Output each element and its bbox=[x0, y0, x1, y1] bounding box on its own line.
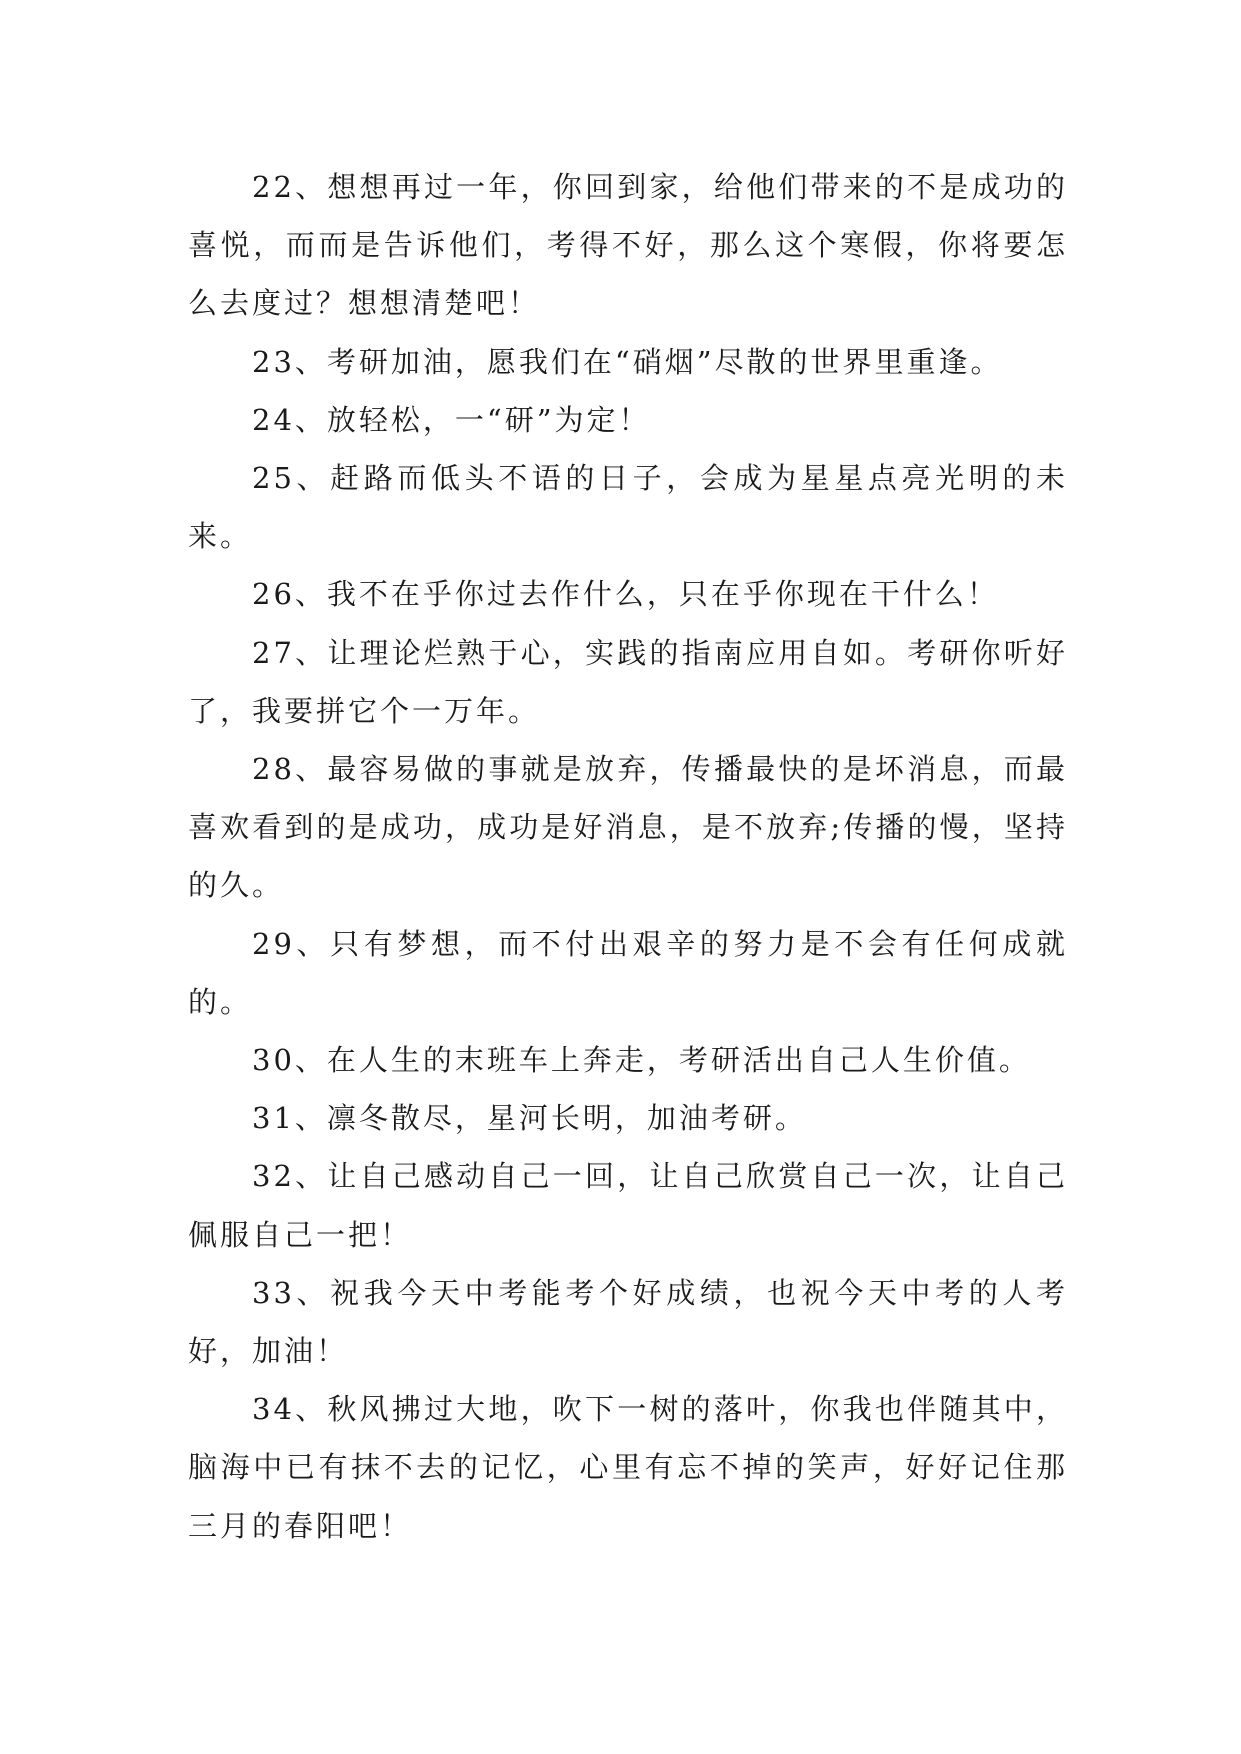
document-body bbox=[188, 158, 1068, 1555]
paragraph-28: 28、最容易做的事就是放弃，传播最快的是坏消息，而最喜欢看到的是成功，成功是好消息，是不放弃;传播的慢，坚持的久。 bbox=[188, 752, 1068, 903]
paragraph-26: 26、我不在乎你过去作什么，只在乎你现在干什么！ bbox=[252, 577, 999, 612]
paragraph-29: 29、只有梦想，而不付出艰辛的努力是不会有任何成就的。 bbox=[188, 926, 1068, 1019]
paragraph-33: 33、祝我今天中考能考个好成绩，也祝今天中考的人考好，加油！ bbox=[188, 1275, 1068, 1369]
paragraph-30: 30、在人生的末班车上奔走，考研活出自己人生价值。 bbox=[252, 1043, 1031, 1078]
paragraph-23: 23、考研加油，愿我们在“硝烟”尽散的世界里重逢。 bbox=[252, 344, 1003, 379]
paragraph-34: 34、秋风拂过大地，吹下一树的落叶，你我也伴随其中，脑海中已有抹不去的记忆，心里有忘不掉的笑声，好好记住那三月的春阳吧！ bbox=[188, 1392, 1068, 1543]
paragraph-24: 24、放轻松，一“研”为定！ bbox=[252, 402, 651, 437]
paragraph-27: 27、让理论烂熟于心，实践的指南应用自如。考研你听好了，我要拼它个一万年。 bbox=[188, 635, 1068, 728]
paragraph-32: 32、让自己感动自己一回，让自己欣赏自己一次，让自己佩服自己一把！ bbox=[188, 1159, 1068, 1252]
paragraph-25: 25、赶路而低头不语的日子，会成为星星点亮光明的未来。 bbox=[188, 461, 1068, 554]
paragraph-31: 31、凛冬散尽，星河长明，加油考研。 bbox=[252, 1101, 807, 1136]
paragraph-22: 22、想想再过一年，你回到家，给他们带来的不是成功的喜悦，而而是告诉他们，考得不好，那么这个寒假，你将要怎么去度过？想想清楚吧！ bbox=[188, 170, 1068, 321]
